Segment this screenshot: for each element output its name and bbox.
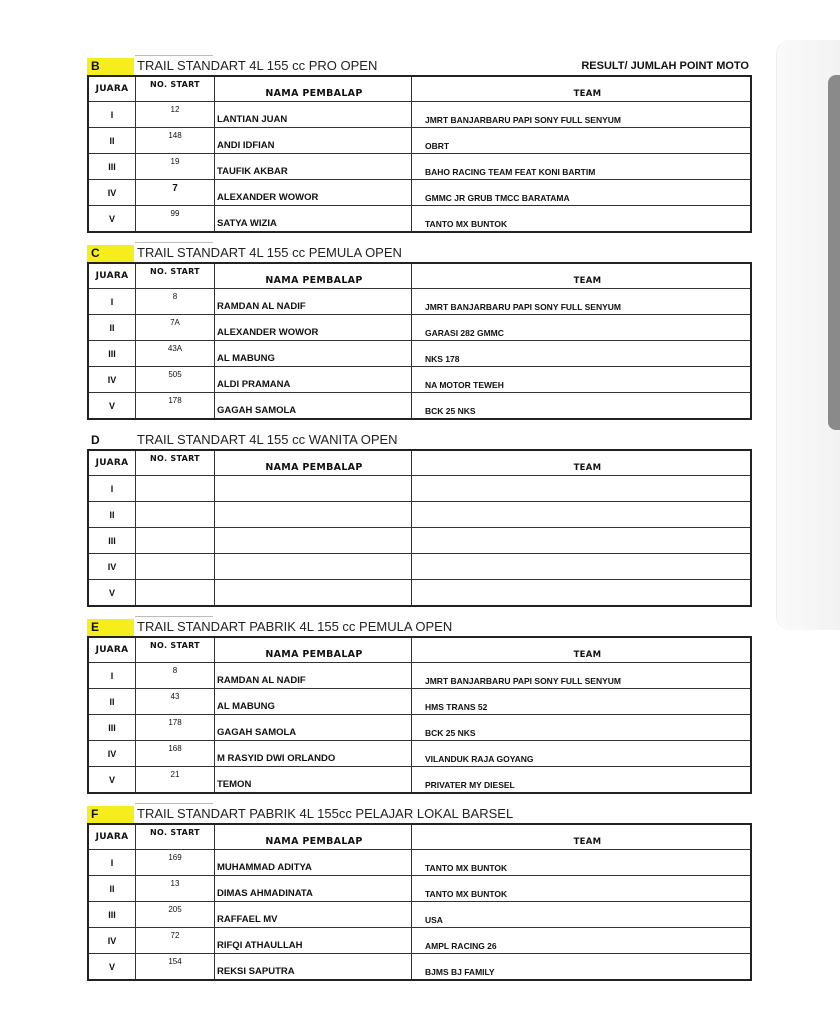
team-name: BAHO RACING TEAM FEAT KONI BARTIM — [412, 154, 752, 180]
results-table — [87, 75, 752, 233]
section-letter: B — [87, 58, 134, 75]
rank: II — [88, 689, 136, 715]
rider-name: GAGAH SAMOLA — [215, 715, 412, 741]
col-juara: JUARA — [88, 263, 136, 289]
rank: I — [88, 289, 136, 315]
team-name: NA MOTOR TEWEH — [412, 367, 752, 393]
table-row — [88, 180, 751, 206]
rider-name: ALDI PRAMANA — [215, 367, 412, 393]
team-name: JMRT BANJARBARU PAPI SONY FULL SENYUM — [412, 663, 752, 689]
table-row — [88, 715, 751, 741]
table-row — [88, 554, 751, 580]
team-name: AMPL RACING 26 — [412, 928, 752, 954]
section-d — [87, 429, 752, 607]
rider-name: ALEXANDER WOWOR — [215, 315, 412, 341]
rider-name: TEMON — [215, 767, 412, 794]
col-nama: NAMA PEMBALAP — [215, 76, 412, 102]
rider-name: RAFFAEL MV — [215, 902, 412, 928]
results-table — [87, 449, 752, 607]
table-row — [88, 206, 751, 233]
team-name — [412, 554, 752, 580]
rider-name — [215, 502, 412, 528]
table-row — [88, 928, 751, 954]
table-row — [88, 767, 751, 794]
section-title: TRAIL STANDART PABRIK 4L 155cc PELAJAR LOKAL BARSEL — [137, 806, 514, 821]
rider-name: AL MABUNG — [215, 689, 412, 715]
rank: V — [88, 206, 136, 233]
rider-name — [215, 528, 412, 554]
start-number: 21 — [136, 767, 215, 794]
section-letter: F — [87, 806, 134, 823]
start-number: 43 — [136, 689, 215, 715]
section-header — [87, 242, 752, 262]
divider — [135, 803, 213, 804]
col-team: TEAM — [412, 450, 752, 476]
rank: III — [88, 902, 136, 928]
start-number: 154 — [136, 954, 215, 981]
col-nama: NAMA PEMBALAP — [215, 450, 412, 476]
rank: III — [88, 715, 136, 741]
col-no-start: NO. START — [136, 263, 215, 289]
col-team: TEAM — [412, 824, 752, 850]
table-header-row — [88, 76, 751, 102]
rider-name: LANTIAN JUAN — [215, 102, 412, 128]
rank: II — [88, 315, 136, 341]
rider-name: GAGAH SAMOLA — [215, 393, 412, 420]
rank: IV — [88, 928, 136, 954]
rider-name: MUHAMMAD ADITYA — [215, 850, 412, 876]
start-number: 13 — [136, 876, 215, 902]
rank: IV — [88, 554, 136, 580]
table-row — [88, 663, 751, 689]
rank: II — [88, 876, 136, 902]
col-team: TEAM — [412, 76, 752, 102]
start-number: 99 — [136, 206, 215, 233]
team-name: TANTO MX BUNTOK — [412, 206, 752, 233]
rank: IV — [88, 367, 136, 393]
rider-name — [215, 580, 412, 607]
rider-name: RAMDAN AL NADIF — [215, 663, 412, 689]
team-name: VILANDUK RAJA GOYANG — [412, 741, 752, 767]
results-table — [87, 823, 752, 981]
rank: I — [88, 102, 136, 128]
col-juara: JUARA — [88, 637, 136, 663]
table-header-row — [88, 637, 751, 663]
team-name: HMS TRANS 52 — [412, 689, 752, 715]
team-name — [412, 580, 752, 607]
result-label: RESULT/ JUMLAH POINT MOTO — [581, 60, 749, 72]
rider-name: M RASYID DWI ORLANDO — [215, 741, 412, 767]
rider-name — [215, 554, 412, 580]
col-no-start: NO. START — [136, 824, 215, 850]
team-name: BCK 25 NKS — [412, 393, 752, 420]
rank: V — [88, 393, 136, 420]
divider — [135, 242, 213, 243]
start-number: 168 — [136, 741, 215, 767]
start-number — [136, 554, 215, 580]
rider-name: TAUFIK AKBAR — [215, 154, 412, 180]
col-nama: NAMA PEMBALAP — [215, 824, 412, 850]
team-name: USA — [412, 902, 752, 928]
section-b — [87, 55, 752, 233]
rider-name: ANDI IDFIAN — [215, 128, 412, 154]
start-number: 72 — [136, 928, 215, 954]
table-row — [88, 580, 751, 607]
section-c — [87, 242, 752, 420]
rank: V — [88, 954, 136, 981]
table-header-row — [88, 824, 751, 850]
team-name: PRIVATER MY DIESEL — [412, 767, 752, 794]
section-f — [87, 803, 752, 981]
col-nama: NAMA PEMBALAP — [215, 637, 412, 663]
section-letter: E — [87, 619, 134, 636]
table-row — [88, 476, 751, 502]
rider-name: DIMAS AHMADINATA — [215, 876, 412, 902]
team-name: TANTO MX BUNTOK — [412, 850, 752, 876]
table-row — [88, 689, 751, 715]
table-row — [88, 954, 751, 981]
start-number: 148 — [136, 128, 215, 154]
team-name: BCK 25 NKS — [412, 715, 752, 741]
rider-name: AL MABUNG — [215, 341, 412, 367]
rank: I — [88, 476, 136, 502]
col-nama: NAMA PEMBALAP — [215, 263, 412, 289]
rider-name: RAMDAN AL NADIF — [215, 289, 412, 315]
col-no-start: NO. START — [136, 637, 215, 663]
table-row — [88, 902, 751, 928]
col-team: TEAM — [412, 637, 752, 663]
section-title: TRAIL STANDART 4L 155 cc PRO OPEN — [137, 58, 378, 73]
start-number — [136, 476, 215, 502]
rank: III — [88, 341, 136, 367]
col-team: TEAM — [412, 263, 752, 289]
start-number: 169 — [136, 850, 215, 876]
table-header-row — [88, 450, 751, 476]
table-row — [88, 341, 751, 367]
start-number: 43A — [136, 341, 215, 367]
team-name: NKS 178 — [412, 341, 752, 367]
start-number — [136, 528, 215, 554]
rank: II — [88, 128, 136, 154]
table-row — [88, 876, 751, 902]
table-row — [88, 850, 751, 876]
team-name: OBRT — [412, 128, 752, 154]
results-table — [87, 636, 752, 794]
start-number — [136, 502, 215, 528]
scrollbar-handle[interactable] — [828, 75, 840, 430]
divider — [135, 55, 213, 56]
rank: V — [88, 580, 136, 607]
team-name: TANTO MX BUNTOK — [412, 876, 752, 902]
table-row — [88, 502, 751, 528]
team-name: GARASI 282 GMMC — [412, 315, 752, 341]
start-number: 19 — [136, 154, 215, 180]
table-row — [88, 128, 751, 154]
start-number: 12 — [136, 102, 215, 128]
table-row — [88, 154, 751, 180]
start-number: 205 — [136, 902, 215, 928]
section-header — [87, 429, 752, 449]
rider-name: ALEXANDER WOWOR — [215, 180, 412, 206]
rank: I — [88, 663, 136, 689]
team-name: JMRT BANJARBARU PAPI SONY FULL SENYUM — [412, 289, 752, 315]
table-row — [88, 289, 751, 315]
start-number: 178 — [136, 715, 215, 741]
col-no-start: NO. START — [136, 76, 215, 102]
divider — [135, 616, 213, 617]
start-number: 178 — [136, 393, 215, 420]
col-juara: JUARA — [88, 824, 136, 850]
table-header-row — [88, 263, 751, 289]
results-table — [87, 262, 752, 420]
team-name: GMMC JR GRUB TMCC BARATAMA — [412, 180, 752, 206]
team-name — [412, 528, 752, 554]
table-row — [88, 741, 751, 767]
start-number: 505 — [136, 367, 215, 393]
team-name — [412, 502, 752, 528]
rider-name — [215, 476, 412, 502]
rider-name: RIFQI ATHAULLAH — [215, 928, 412, 954]
table-row — [88, 315, 751, 341]
rank: IV — [88, 180, 136, 206]
start-number: 8 — [136, 663, 215, 689]
table-row — [88, 102, 751, 128]
rank: III — [88, 154, 136, 180]
start-number — [136, 580, 215, 607]
section-title: TRAIL STANDART 4L 155 cc WANITA OPEN — [137, 432, 398, 447]
col-juara: JUARA — [88, 450, 136, 476]
start-number: 7 — [136, 180, 215, 206]
rank: I — [88, 850, 136, 876]
team-name: JMRT BANJARBARU PAPI SONY FULL SENYUM — [412, 102, 752, 128]
table-row — [88, 393, 751, 420]
rider-name: SATYA WIZIA — [215, 206, 412, 233]
rank: II — [88, 502, 136, 528]
rider-name: REKSI SAPUTRA — [215, 954, 412, 981]
section-letter: C — [87, 245, 134, 262]
rank: IV — [88, 741, 136, 767]
section-e — [87, 616, 752, 794]
rank: III — [88, 528, 136, 554]
col-juara: JUARA — [88, 76, 136, 102]
section-title: TRAIL STANDART 4L 155 cc PEMULA OPEN — [137, 245, 402, 260]
section-header — [87, 616, 752, 636]
section-header — [87, 803, 752, 823]
table-row — [88, 367, 751, 393]
start-number: 7A — [136, 315, 215, 341]
team-name — [412, 476, 752, 502]
section-title: TRAIL STANDART PABRIK 4L 155 cc PEMULA OPEN — [137, 619, 453, 634]
table-row — [88, 528, 751, 554]
start-number: 8 — [136, 289, 215, 315]
col-no-start: NO. START — [136, 450, 215, 476]
rank: V — [88, 767, 136, 794]
section-header — [87, 55, 752, 75]
section-letter: D — [91, 433, 100, 447]
team-name: BJMS BJ FAMILY — [412, 954, 752, 981]
